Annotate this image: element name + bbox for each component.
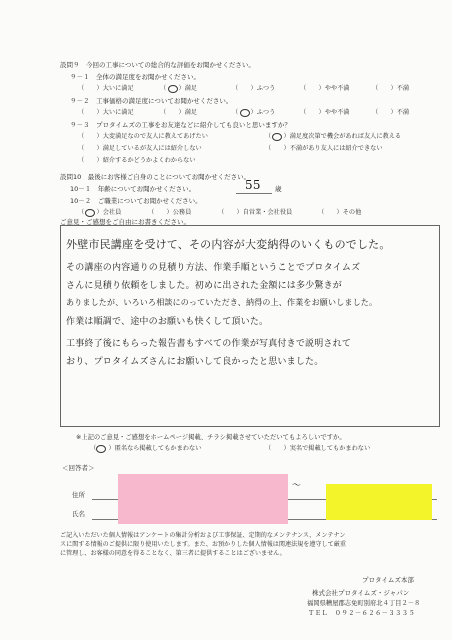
redaction-pink xyxy=(118,474,288,524)
comment-label: ご意見・ご感想をご自由にお書きください。 xyxy=(60,218,190,226)
q9-2-option-dissatisfied[interactable]: （ ）不満 xyxy=(372,109,410,116)
privacy-line-3: に管理し、お客様の同意を得ることなく、第三者に提供することはございません。 xyxy=(60,550,286,557)
comment-line-5: 作業は順調で、途中のお願いも快くして頂いた。 xyxy=(66,317,269,327)
q10-2-option-employee[interactable]: （ ）会社員 xyxy=(78,209,122,216)
q9-2-label: ９－２ 工事価格の満足度についてお聞かせください。 xyxy=(70,97,233,105)
q9-1-option-dissatisfied[interactable]: （ ）不満 xyxy=(372,85,410,92)
q9-1-option-very-satisfied[interactable]: （ ）大いに満足 xyxy=(78,85,134,92)
q9-2-option-satisfied[interactable]: （ ）満足 xyxy=(160,109,198,116)
q9-1-selected-mark xyxy=(168,85,178,93)
comment-line-1: 外壁市民講座を受けて、その内容が大変納得のいくものでした。 xyxy=(66,238,391,251)
comment-line-3: さんに見積り依頼をしました。初めに出された金額には多少驚きが xyxy=(66,281,343,291)
age-unit: 歳 xyxy=(275,185,282,193)
q9-3-selected-mark xyxy=(272,133,282,141)
q9-2-option-slightly-dissatisfied[interactable]: （ ）やや不満 xyxy=(300,109,350,116)
q9-title: 設問９ 今回の工事についての総合的な評価をお聞かせください。 xyxy=(60,61,255,69)
q10-2-option-civil-servant[interactable]: （ ）公務員 xyxy=(148,209,192,216)
q9-3-option-not-sure[interactable]: （ ）紹介するかどうかよくわからない xyxy=(78,157,196,164)
company-name: 株式会社プロタイムズ・ジャパン xyxy=(312,589,410,597)
name-label: 氏名 xyxy=(72,510,85,518)
q10-2-label: 10－２ ご職業についてお聞かせください。 xyxy=(70,197,202,205)
comment-line-2: その講座の内容通りの見積り方法、作業手順ということでプロタイムズ xyxy=(66,263,361,273)
respondent-label: ＜回答者＞ xyxy=(62,464,95,472)
q10-title: 設問10 最後にお客様ご自身のことについてお聞かせください。 xyxy=(60,173,251,181)
age-value[interactable]: 55 xyxy=(245,178,261,192)
q9-2-option-very-satisfied[interactable]: （ ）大いに満足 xyxy=(78,109,134,116)
q9-3-option-tell-friends[interactable]: （ ）大変満足なので友人に教えてあげたい xyxy=(78,133,208,140)
q9-1-option-satisfied[interactable]: （ ）満足 xyxy=(160,85,198,92)
q9-1-label: ９－１ 全体の満足度をお聞かせください。 xyxy=(70,73,200,81)
publish-option-real-name[interactable]: （ ）実名で掲載してもかまわない xyxy=(265,445,371,452)
comment-line-7: おり、プロタイムズさんにお願いして良かったと思いました。 xyxy=(66,357,324,367)
q10-2-selected-mark xyxy=(85,209,95,217)
q9-3-label: ９－３ プロタイムズの工事をお友達などに紹介しても良いと思いますか？ xyxy=(70,121,291,129)
q9-1-option-slightly-dissatisfied[interactable]: （ ）やや不満 xyxy=(300,85,350,92)
publish-selected-mark xyxy=(96,445,106,453)
age-underline xyxy=(236,193,272,194)
q10-1-label: 10－１ 年齢についてお聞かせください。 xyxy=(70,185,196,193)
privacy-line-2: スに関する情報のご提供に限り使用いたします。また、お預かりした個人情報は関連法規を遵守して厳重 xyxy=(60,541,346,548)
company-dept: プロタイムズ本部 xyxy=(362,576,414,584)
q9-3-option-not-introduce[interactable]: （ ）満足しているが友人には紹介しない xyxy=(78,145,202,152)
handwritten-mark: 〜 xyxy=(292,481,302,491)
q9-2-option-neutral[interactable]: （ ）ふつう xyxy=(232,109,276,116)
comment-line-4: ありましたが、いろいろ相談にのっていただき、納得の上、作業をお願いしました。 xyxy=(66,298,378,307)
privacy-line-1: ご記入いただいた個人情報はアンケートの集計分析および工事保証、定期的なメンテナンス、メンテナン xyxy=(60,532,346,539)
redaction-yellow xyxy=(326,484,432,520)
q9-2-selected-mark xyxy=(240,109,250,117)
company-address: 福岡県糟屋郡志免町別府北４丁目２－８ xyxy=(307,600,421,607)
q9-3-option-cannot-introduce[interactable]: （ ）不満があり友人には紹介できない xyxy=(265,145,383,152)
q10-2-option-other[interactable]: （ ）その他 xyxy=(318,209,362,216)
comment-line-6: 工事終了後にもらった報告書もすべての作業が写真付きで説明されて xyxy=(66,339,352,349)
publish-option-anonymous[interactable]: （ ）匿名なら掲載してもかまわない xyxy=(90,445,202,452)
address-label: 住所 xyxy=(72,491,85,499)
company-tel: ＴＥＬ ０９２－６２６－３３３５ xyxy=(308,610,416,617)
q9-3-option-tell-if-chance[interactable]: （ ）満足度次第で機会があれば友人に教える xyxy=(265,133,402,140)
q10-2-option-self-employed[interactable]: （ ）自営業・会社役員 xyxy=(218,209,293,216)
publish-note: ※上記のご意見・ご感想をホームページ掲載、チラシ掲載させていただいてもよろしいですか。 xyxy=(76,434,346,441)
q9-1-option-neutral[interactable]: （ ）ふつう xyxy=(232,85,276,92)
